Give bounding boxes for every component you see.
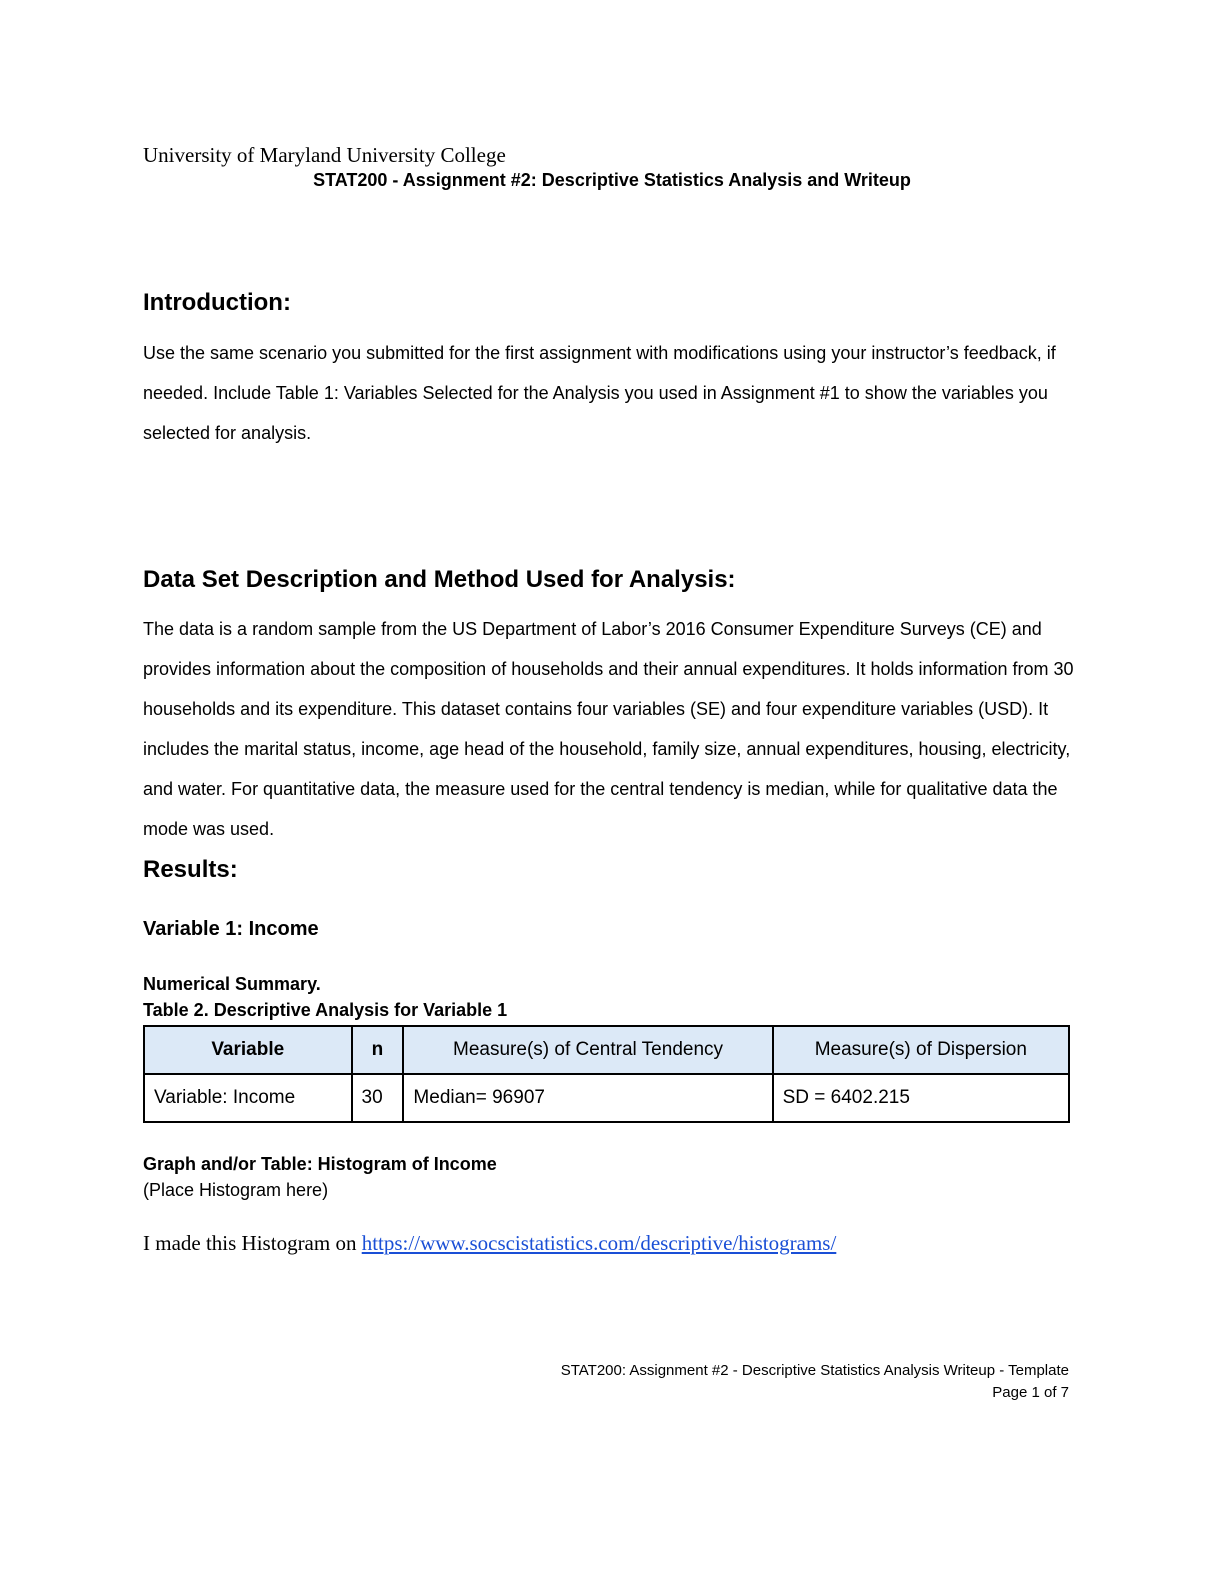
- cell-n: 30: [352, 1074, 404, 1122]
- cell-variable: Variable: Income: [144, 1074, 352, 1122]
- variable-heading: Variable 1: Income: [143, 918, 319, 940]
- numerical-summary-label: Numerical Summary.: [143, 974, 321, 994]
- header-variable: Variable: [144, 1026, 352, 1074]
- cell-central-tendency: Median= 96907: [403, 1074, 772, 1122]
- graph-placeholder: (Place Histogram here): [143, 1180, 329, 1200]
- histogram-note: [143, 1231, 836, 1256]
- table-header-row: [144, 1026, 1069, 1074]
- table-row: [144, 1074, 1069, 1122]
- cell-dispersion: SD = 6402.215: [773, 1074, 1069, 1122]
- histogram-link[interactable]: https://www.socscistatistics.com/descriptive/histograms/: [361, 1231, 837, 1255]
- histogram-note-text: I made this Histogram on: [143, 1231, 362, 1255]
- introduction-text: Use the same scenario you submitted for the first assignment with modifications using your instructor’s feedback, if needed. Include Table 1: Variables Selected for the Analysis you used in Assignment #1 to show the variables you selected for analysis.: [143, 343, 1056, 443]
- table-caption: Table 2. Descriptive Analysis for Variable 1: [143, 1000, 508, 1020]
- page-footer: [0, 1360, 1069, 1404]
- footer-title: STAT200: Assignment #2 - Descriptive Statistics Analysis Writeup - Template: [560, 1362, 1069, 1379]
- introduction-heading: Introduction:: [143, 289, 291, 316]
- introduction-paragraph: [143, 333, 1078, 453]
- document-title: [0, 170, 1060, 191]
- header-central-tendency: Measure(s) of Central Tendency: [403, 1026, 772, 1074]
- dataset-text: The data is a random sample from the US Department of Labor’s 2016 Consumer Expenditure Surveys (CE) and provides information about the composition of households and their annual expenditures. It holds information from 30 households and its expenditure. This dataset contains four variables (SE) and four expenditure variables (USD). It includes the marital status, income, age head of the household, family size, annual expenditures, housing, electricity, and water. For quantitative data, the measure used for the central tendency is median, while for qualitative data the mode was used.: [143, 619, 1074, 839]
- university-name: University of Maryland University College: [143, 143, 506, 167]
- graph-label: Graph and/or Table: Histogram of Income: [143, 1154, 497, 1174]
- header-dispersion: Measure(s) of Dispersion: [773, 1026, 1069, 1074]
- page-number: Page 1 of 7: [992, 1384, 1069, 1401]
- header-n: n: [352, 1026, 404, 1074]
- dataset-heading: Data Set Description and Method Used for Analysis:: [143, 566, 736, 593]
- descriptive-analysis-table: [143, 1025, 1070, 1123]
- document-title-text: STAT200 - Assignment #2: Descriptive Statistics Analysis and Writeup: [313, 170, 911, 190]
- dataset-paragraph: [143, 609, 1078, 849]
- results-heading: Results:: [143, 856, 238, 883]
